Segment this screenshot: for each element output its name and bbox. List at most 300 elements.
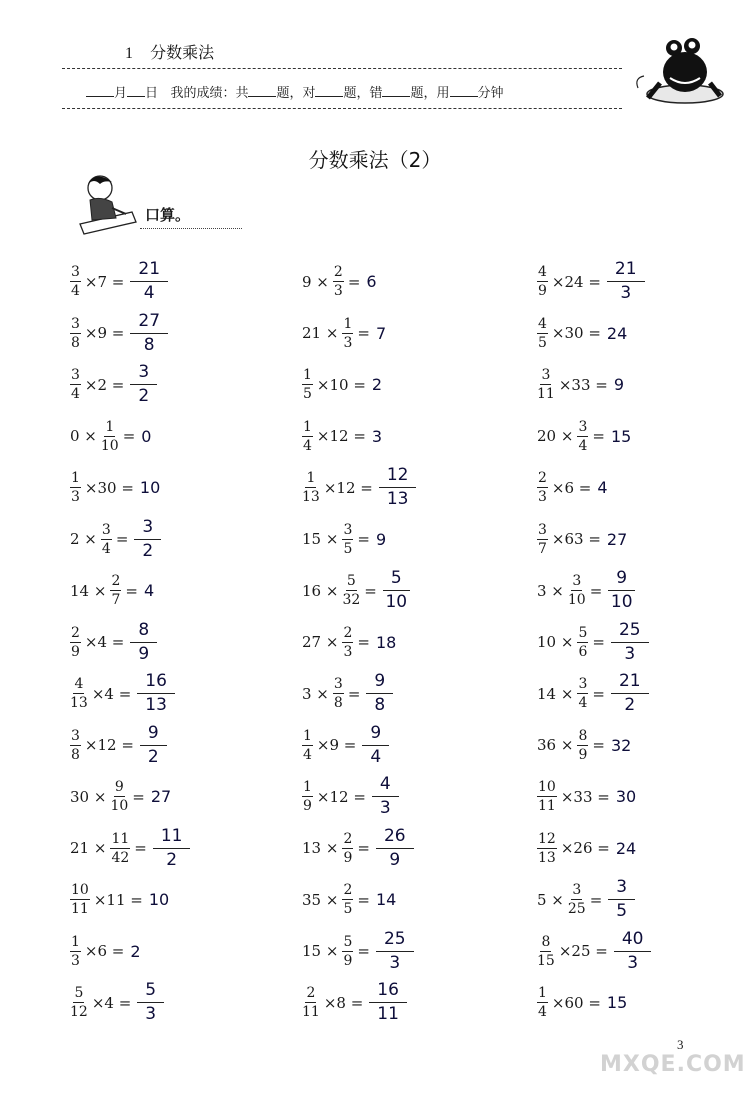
operator-text: ×12 =	[316, 787, 366, 806]
handwritten-answer: 18	[375, 632, 397, 652]
operator-text: ×24 =	[551, 272, 601, 291]
problem-item	[300, 926, 510, 978]
problem-question	[535, 780, 636, 813]
fraction	[537, 317, 548, 350]
operator-text: ×9 =	[316, 736, 357, 755]
numerator: 4	[372, 776, 399, 797]
fraction	[342, 626, 353, 659]
numerator: 9	[362, 725, 389, 746]
operator-text: =	[357, 890, 370, 909]
numerator: 3	[578, 676, 588, 693]
problem-item	[68, 771, 278, 823]
operator-text: ×6 =	[84, 942, 125, 961]
numerator: 21	[607, 261, 645, 282]
numerator: 3	[541, 367, 551, 384]
denominator: 5	[538, 334, 547, 351]
handwritten-answer: 0	[141, 426, 152, 446]
fraction	[70, 265, 81, 298]
problem-question	[535, 879, 635, 920]
numerator: 8	[130, 622, 157, 643]
handwritten-answer: 4	[597, 478, 608, 498]
operator-text: ×4 =	[84, 633, 125, 652]
answer-fraction	[369, 982, 407, 1023]
denominator: 5	[616, 901, 628, 922]
operator-text: =	[115, 530, 129, 549]
handwritten-answer	[608, 570, 635, 611]
numerator: 2	[306, 985, 316, 1002]
problem-item	[68, 823, 278, 875]
handwritten-answer: 7	[375, 323, 387, 343]
operator-text: 21 ×	[302, 324, 339, 343]
numerator: 2	[343, 830, 353, 847]
problem-question	[68, 982, 164, 1023]
page-header	[0, 0, 750, 110]
answer-fraction	[362, 722, 389, 767]
answer-fraction	[379, 467, 417, 508]
wrong-blank[interactable]	[382, 84, 410, 97]
problem-item	[535, 359, 745, 411]
answer-fraction	[376, 928, 414, 973]
problem-item	[535, 926, 745, 978]
answer-fraction	[614, 928, 652, 973]
denominator: 2	[624, 695, 636, 716]
problem-question	[535, 261, 645, 302]
fraction	[333, 265, 344, 298]
operator-text: ×33 =	[560, 787, 610, 806]
operator-text: ×12 =	[84, 736, 134, 755]
numerator: 3	[572, 573, 582, 590]
operator-text: 9 ×	[302, 272, 329, 291]
denominator: 4	[101, 540, 111, 557]
denominator: 9	[343, 849, 353, 866]
denominator: 4	[538, 1004, 547, 1021]
fraction	[577, 626, 588, 659]
fraction	[70, 935, 81, 968]
numerator: 1	[303, 779, 312, 796]
problem-item	[300, 823, 510, 875]
problem-item	[535, 308, 745, 360]
operator-text: 5 ×	[537, 890, 564, 909]
problem-item	[68, 411, 278, 463]
fraction	[342, 523, 353, 556]
denominator: 3	[333, 283, 343, 300]
operator-text: ×30 =	[551, 324, 601, 343]
denominator: 25	[567, 901, 586, 918]
handwritten-answer	[614, 928, 652, 973]
numerator: 3	[578, 418, 588, 435]
answer-fraction	[372, 776, 399, 817]
denominator: 5	[303, 386, 312, 403]
numerator: 4	[538, 315, 547, 332]
problem-question	[68, 516, 161, 561]
handwritten-answer: 24	[615, 838, 637, 858]
denominator: 4	[578, 437, 588, 454]
denominator: 4	[303, 437, 312, 454]
header-divider-top	[62, 68, 622, 69]
handwritten-answer	[362, 722, 389, 767]
fraction	[342, 317, 353, 350]
problem-item	[300, 308, 510, 360]
fraction	[101, 420, 119, 453]
problem-question	[68, 261, 168, 302]
numerator: 4	[74, 676, 84, 693]
denominator: 9	[303, 798, 312, 815]
problem-question	[68, 825, 190, 870]
numerator: 3	[608, 879, 635, 900]
answer-fraction	[130, 310, 168, 355]
denominator: 13	[386, 489, 409, 510]
operator-text: =	[357, 839, 370, 858]
problem-item	[535, 977, 745, 1029]
handwritten-answer	[607, 261, 645, 302]
problem-column-3	[535, 256, 745, 1029]
numerator: 1	[105, 418, 115, 435]
handwritten-answer	[372, 776, 399, 817]
problem-question	[68, 619, 157, 664]
numerator: 3	[572, 882, 582, 899]
numerator: 9	[366, 673, 393, 694]
operator-text: ×8 =	[323, 993, 364, 1012]
problem-question	[535, 619, 649, 664]
denominator: 11	[302, 1004, 320, 1021]
answer-fraction	[134, 516, 161, 561]
operator-text: =	[357, 633, 370, 652]
denominator: 4	[71, 283, 80, 300]
handwritten-answer	[608, 879, 635, 920]
denominator: 3	[538, 489, 547, 506]
numerator: 27	[130, 313, 168, 334]
problem-question	[300, 420, 382, 453]
denominator: 13	[538, 849, 556, 866]
fraction	[70, 626, 81, 659]
time-blank[interactable]	[450, 84, 478, 97]
fraction	[537, 265, 548, 298]
numerator: 3	[333, 676, 343, 693]
denominator: 3	[620, 283, 632, 304]
operator-text: ×30 =	[84, 478, 134, 497]
denominator: 4	[143, 283, 155, 304]
handwritten-answer: 15	[610, 426, 632, 446]
numerator: 2	[111, 573, 121, 590]
operator-text: 14 ×	[537, 684, 574, 703]
fraction	[333, 677, 344, 710]
page-title: 分数乘法（2）	[308, 148, 442, 172]
problem-column-1	[68, 256, 278, 1029]
questions-label: 题，对	[276, 86, 316, 101]
operator-text: 16 ×	[302, 581, 339, 600]
operator-text: ×12 =	[323, 478, 373, 497]
numerator: 2	[538, 470, 547, 487]
problem-item	[535, 514, 745, 566]
fraction	[70, 883, 90, 916]
correct-label: 题，错	[343, 86, 383, 101]
problem-item	[300, 668, 510, 720]
problem-question	[68, 673, 175, 714]
operator-text: 36 ×	[537, 736, 574, 755]
numerator: 16	[369, 982, 407, 1003]
operator-text: =	[592, 633, 605, 652]
operator-text: ×26 =	[560, 839, 610, 858]
handwritten-answer	[153, 825, 191, 870]
numerator: 9	[608, 570, 635, 591]
operator-text: =	[592, 736, 605, 755]
denominator: 9	[578, 746, 588, 763]
fraction	[342, 574, 360, 607]
fraction	[577, 729, 588, 762]
problem-item	[68, 617, 278, 669]
problem-question	[535, 928, 651, 973]
handwritten-answer	[611, 619, 649, 664]
handwritten-answer: 2	[371, 375, 383, 395]
handwritten-answer: 10	[148, 890, 170, 910]
handwritten-answer: 14	[375, 890, 397, 910]
denominator: 12	[70, 1004, 88, 1021]
numerator: 9	[114, 779, 124, 796]
fraction	[537, 523, 548, 556]
handwritten-answer: 2	[130, 941, 141, 961]
handwritten-answer	[130, 310, 168, 355]
problem-question	[300, 570, 410, 611]
problem-question	[68, 722, 167, 767]
problem-question	[300, 982, 407, 1023]
problem-question	[535, 523, 627, 556]
problem-question	[535, 471, 608, 504]
problem-item	[535, 771, 745, 823]
fraction	[537, 935, 555, 968]
operator-text: 21 ×	[70, 839, 107, 858]
fraction	[577, 420, 588, 453]
numerator: 25	[611, 622, 649, 643]
day-blank[interactable]	[127, 84, 145, 97]
problem-item	[300, 256, 510, 308]
problem-item	[300, 462, 510, 514]
operator-text: ×7 =	[84, 272, 125, 291]
numerator: 3	[71, 367, 80, 384]
problem-item	[68, 256, 278, 308]
numerator: 2	[71, 624, 80, 641]
handwritten-answer	[130, 364, 157, 405]
problem-item	[300, 874, 510, 926]
operator-text: =	[364, 581, 377, 600]
answer-fraction	[140, 722, 167, 767]
operator-text: =	[357, 324, 370, 343]
answer-fraction	[383, 570, 410, 611]
problem-question	[300, 673, 393, 714]
problem-question	[535, 729, 631, 762]
section-underline	[140, 228, 242, 229]
fraction	[110, 832, 130, 865]
numerator: 1	[71, 470, 80, 487]
numerator: 5	[578, 624, 588, 641]
page-number: 3	[677, 1037, 684, 1052]
handwritten-answer: 9	[613, 375, 625, 395]
handwritten-answer	[130, 619, 157, 664]
handwritten-answer	[137, 673, 175, 714]
score-record-line	[86, 82, 504, 101]
operator-text: 35 ×	[302, 890, 339, 909]
operator-text: =	[592, 684, 605, 703]
operator-text: =	[122, 427, 136, 446]
numerator: 2	[333, 264, 343, 281]
problem-item	[68, 668, 278, 720]
numerator: 21	[130, 261, 168, 282]
fraction	[70, 729, 81, 762]
operator-text: =	[347, 684, 361, 703]
fraction	[302, 729, 313, 762]
handwritten-answer	[130, 261, 168, 302]
operator-text: ×10 =	[316, 375, 366, 394]
operator-text: ×25 =	[558, 942, 608, 961]
problem-question	[68, 364, 157, 405]
answer-fraction	[130, 364, 157, 405]
problem-question	[300, 368, 382, 401]
denominator: 8	[374, 695, 386, 716]
problem-item	[68, 462, 278, 514]
handwritten-answer	[376, 825, 414, 870]
chapter-title: 分数乘法	[150, 43, 215, 62]
handwritten-answer	[376, 928, 414, 973]
handwritten-answer	[366, 673, 393, 714]
month-blank[interactable]	[86, 84, 114, 97]
denominator: 6	[578, 643, 588, 660]
fraction	[70, 317, 81, 350]
problem-question	[535, 420, 631, 453]
problem-question	[68, 935, 141, 968]
fraction	[537, 986, 548, 1019]
problem-item	[535, 823, 745, 875]
numerator: 3	[101, 521, 111, 538]
handwritten-answer	[134, 516, 161, 561]
handwritten-answer: 15	[606, 993, 628, 1013]
operator-text: 2 ×	[70, 530, 97, 549]
handwritten-answer: 9	[375, 529, 387, 549]
fraction	[537, 780, 557, 813]
numerator: 10	[538, 779, 556, 796]
denominator: 10	[567, 592, 586, 609]
denominator: 3	[343, 334, 353, 351]
denominator: 3	[343, 643, 353, 660]
problem-question	[68, 471, 160, 504]
problem-item	[300, 720, 510, 772]
numerator: 5	[343, 933, 353, 950]
operator-text: =	[589, 890, 603, 909]
problem-question	[68, 780, 171, 813]
numerator: 12	[379, 467, 417, 488]
chapter-heading	[125, 40, 214, 63]
problem-item	[300, 411, 510, 463]
problem-item	[535, 256, 745, 308]
problem-item	[535, 617, 745, 669]
operator-text: ×2 =	[84, 375, 125, 394]
handwritten-answer	[140, 722, 167, 767]
operator-text: 13 ×	[302, 839, 339, 858]
problem-question	[300, 265, 377, 298]
numerator: 5	[137, 982, 164, 1003]
correct-blank[interactable]	[315, 84, 343, 97]
numerator: 9	[140, 725, 167, 746]
fraction	[537, 471, 548, 504]
problem-item	[535, 720, 745, 772]
problem-question	[535, 986, 627, 1019]
fraction	[110, 574, 121, 607]
problem-question	[300, 467, 416, 508]
operator-text: 10 ×	[537, 633, 574, 652]
denominator: 15	[537, 952, 555, 969]
numerator: 16	[137, 673, 175, 694]
operator-text: 27 ×	[302, 633, 339, 652]
total-blank[interactable]	[248, 84, 276, 97]
denominator: 13	[70, 695, 88, 712]
operator-text: =	[134, 839, 147, 858]
fraction	[70, 677, 88, 710]
denominator: 11	[377, 1004, 399, 1025]
operator-text: ×11 =	[93, 890, 143, 909]
answer-fraction	[376, 825, 414, 870]
minutes-label: 分钟	[477, 86, 504, 101]
numerator: 5	[74, 985, 84, 1002]
problem-item	[68, 977, 278, 1029]
problem-item	[68, 926, 278, 978]
problem-item	[535, 668, 745, 720]
answer-fraction	[608, 879, 635, 920]
kid-writing-icon	[74, 172, 140, 238]
operator-text: 0 ×	[70, 427, 97, 446]
problem-item	[300, 514, 510, 566]
operator-text: ×60 =	[551, 993, 601, 1012]
denominator: 2	[142, 540, 154, 561]
problem-item	[300, 977, 510, 1029]
numerator: 11	[111, 830, 130, 847]
problem-question	[300, 722, 389, 767]
problem-question	[300, 317, 386, 350]
operator-text: ×63 =	[551, 530, 601, 549]
day-label: 日	[145, 86, 159, 101]
answer-fraction	[130, 619, 157, 664]
numerator: 11	[153, 828, 191, 849]
problem-item	[68, 308, 278, 360]
denominator: 3	[627, 952, 639, 973]
operator-text: 3 ×	[537, 581, 564, 600]
answer-fraction	[153, 825, 191, 870]
denominator: 11	[538, 798, 556, 815]
operator-text: ×4 =	[91, 993, 132, 1012]
denominator: 10	[110, 798, 129, 815]
handwritten-answer: 4	[143, 581, 155, 601]
numerator: 1	[71, 933, 80, 950]
numerator: 1	[343, 315, 353, 332]
denominator: 9	[138, 643, 150, 664]
fraction	[537, 832, 557, 865]
denominator: 3	[379, 798, 391, 819]
denominator: 4	[303, 746, 312, 763]
handwritten-answer: 3	[371, 426, 383, 446]
operator-text: =	[125, 581, 138, 600]
denominator: 3	[624, 643, 636, 664]
denominator: 7	[111, 592, 121, 609]
denominator: 42	[111, 849, 130, 866]
numerator: 3	[71, 727, 80, 744]
denominator: 32	[342, 592, 361, 609]
numerator: 8	[578, 727, 588, 744]
operator-text: 20 ×	[537, 427, 574, 446]
section-label: 口算。	[145, 206, 191, 224]
problem-question	[68, 310, 168, 355]
numerator: 26	[376, 828, 414, 849]
numerator: 8	[541, 933, 551, 950]
operator-text: ×9 =	[84, 324, 125, 343]
denominator: 10	[385, 592, 408, 613]
denominator: 8	[333, 695, 343, 712]
